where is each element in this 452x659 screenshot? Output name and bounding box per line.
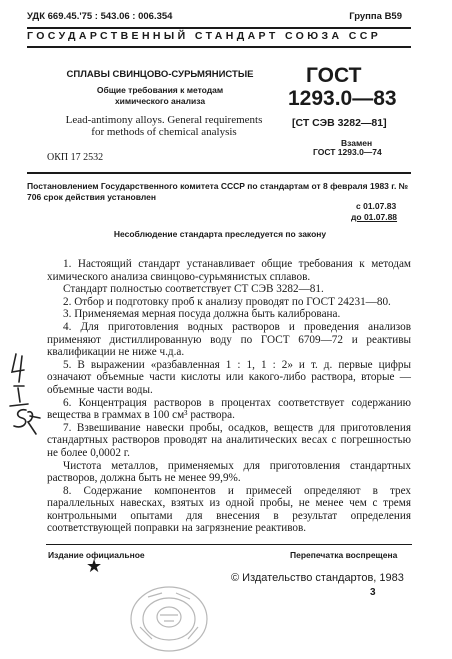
title-english-line-2: for methods of chemical analysis xyxy=(91,126,237,138)
paragraph: 2. Отбор и подготовку проб к анализу проводят по ГОСТ 24231—80. xyxy=(63,295,391,308)
subtitle-russian xyxy=(50,85,270,107)
replaces-value: ГОСТ 1293.0—74 xyxy=(313,147,382,157)
paragraph: 4. Для приготовления водных растворов и проведения анализов применяют дистиллированную воду по ГОСТ 6709—72 и реактивы квалификации не ниже ч.д.а. xyxy=(47,320,411,359)
library-stamp-icon xyxy=(128,583,210,655)
paragraph: 7. Взвешивание навески пробы, осадков, веществ для приготовления стандартных растворов проводят на аналитических весах с погрешностью не более 0,0002 г. xyxy=(47,421,411,459)
official-edition-label: Издание официальное xyxy=(48,550,145,560)
title-english-line-1: Lead-antimony alloys. General requirements xyxy=(65,114,263,126)
star-icon: ★ xyxy=(86,556,103,576)
paragraph: 3. Применяемая мерная посуда должна быть калиброванa. xyxy=(63,308,341,321)
paragraph: 6. Концентрация растворов в процентах соответствует содержанию вещества в граммах в 100 см³ раствора. xyxy=(47,396,411,422)
validity-to: до 01.07.88 xyxy=(351,212,398,222)
replaces-label: Взамен xyxy=(341,138,373,148)
footer-rule xyxy=(46,544,412,545)
subtitle-line-1: Общие требования к методам xyxy=(96,85,224,95)
gost-number: 1293.0—83 xyxy=(288,87,397,110)
paragraph: Чистота металлов, применяемых для приготовления стандартных растворов, должна быть не менее 99,9%. xyxy=(47,459,411,485)
title-russian: СПЛАВЫ СВИНЦОВО-СУРЬМЯНИСТЫЕ xyxy=(66,69,254,80)
group-code: Группа В59 xyxy=(349,11,402,22)
udk-code: УДК 669.45.'75 : 543.06 : 006.354 xyxy=(27,11,173,22)
paragraph: 1. Настоящий стандарт устанавливает общие требования к методам химического анализа свинцово-сурьмянистых сплавов. xyxy=(47,258,411,283)
okp-code: ОКП 17 2532 xyxy=(47,152,104,163)
standard-banner: ГОСУДАРСТВЕННЫЙ СТАНДАРТ СОЮЗА ССР xyxy=(27,30,382,42)
paragraph: 5. В выражении «разбавленная 1 : 1, 1 : 2» и т. д. первые цифры означают объемные части кислоты или какого-либо раствора, вторые — объемные части воды. xyxy=(47,358,411,396)
title-bottom-rule xyxy=(27,172,411,174)
page-number: 3 xyxy=(370,587,376,598)
gost-label: ГОСТ xyxy=(306,64,362,87)
paragraph: 8. Содержание компонентов и примесей определяют в трех параллельных навесках, взятых из одной пробы, не менее чем с тремя контрольными опытами для внесения в результат определения соответствующей поправки на загрязнение реактивов. xyxy=(47,484,411,535)
copyright-notice: © Издательство стандартов, 1983 xyxy=(231,572,404,584)
validity-from: с 01.07.83 xyxy=(356,201,397,211)
subtitle-line-2: химического анализа xyxy=(114,96,206,106)
reprint-prohibited-label: Перепечатка воспрещена xyxy=(290,550,398,560)
title-english xyxy=(50,114,278,138)
decree-text: Постановлением Государственного комитета СССР по стандартам от 8 февраля 1983 г. № 706 срок действия установлен xyxy=(27,181,409,202)
body-text xyxy=(47,258,411,535)
top-rule xyxy=(27,27,411,29)
paragraph: Стандарт полностью соответствует СТ СЭВ 3282—81. xyxy=(63,283,324,296)
legal-warning: Несоблюдение стандарта преследуется по закону xyxy=(113,229,327,239)
handwritten-margin-note xyxy=(4,350,48,442)
st-sev-reference: [СТ СЭВ 3282—81] xyxy=(292,117,387,129)
banner-rule xyxy=(27,46,411,48)
